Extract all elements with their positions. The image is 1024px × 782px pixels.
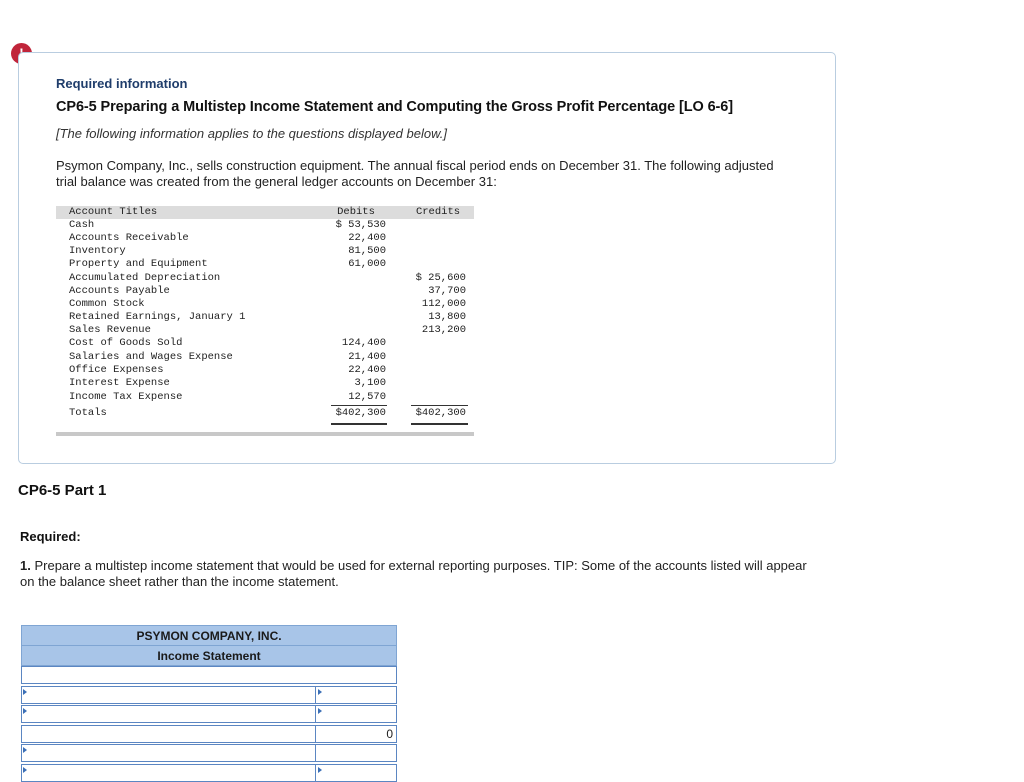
table-row	[56, 337, 474, 350]
applies-note: [The following information applies to the questions displayed below.]	[56, 126, 447, 141]
credit-total: $402,300	[415, 407, 466, 419]
statement-row[interactable]	[21, 764, 397, 782]
table-row	[56, 391, 474, 404]
credit-value: 213,200	[421, 324, 466, 336]
trial-balance-header-row	[56, 206, 474, 219]
debit-total-double-rule	[331, 423, 387, 425]
instruction	[20, 558, 820, 590]
company-name-header: PSYMON COMPANY, INC.	[21, 625, 397, 646]
statement-amount-cell[interactable]	[316, 745, 396, 761]
table-row	[56, 298, 474, 311]
account-title: Salaries and Wages Expense	[69, 351, 233, 363]
table-row	[56, 232, 474, 245]
debit-value: 21,400	[348, 351, 386, 363]
statement-amount-cell[interactable]	[316, 687, 396, 703]
account-title: Office Expenses	[69, 364, 164, 376]
credit-total-double-rule	[411, 423, 468, 425]
debit-value: 3,100	[354, 377, 386, 389]
statement-amount-cell[interactable]	[316, 765, 396, 781]
account-title: Common Stock	[69, 298, 145, 310]
trial-balance-footer-bar	[56, 432, 474, 436]
table-row	[56, 324, 474, 337]
statement-row[interactable]	[21, 686, 397, 704]
instruction-text: Prepare a multistep income statement that would be used for external reporting purposes. TIP: Some of the accounts listed will appear on the balance sheet rather than the income statement.	[20, 558, 807, 589]
debit-value: 22,400	[348, 364, 386, 376]
table-row	[56, 219, 474, 232]
header-debits: Debits	[337, 206, 375, 218]
required-information-panel	[18, 52, 836, 464]
statement-name-header: Income Statement	[21, 645, 397, 666]
account-title: Interest Expense	[69, 377, 170, 389]
debit-total: $402,300	[335, 407, 386, 419]
credit-value: 37,700	[428, 285, 466, 297]
table-row	[56, 377, 474, 390]
statement-label-cell[interactable]	[22, 745, 316, 761]
trial-balance-table	[56, 206, 474, 436]
credit-value: 13,800	[428, 311, 466, 323]
account-title: Cash	[69, 219, 95, 231]
required-information-heading: Required information	[56, 76, 188, 91]
account-title: Property and Equipment	[69, 258, 208, 270]
statement-amount-cell[interactable]: 0	[386, 727, 393, 741]
account-title: Accounts Payable	[69, 285, 170, 297]
required-label: Required:	[20, 529, 81, 544]
credit-value: 112,000	[421, 298, 466, 310]
statement-label-cell[interactable]	[22, 687, 316, 703]
account-title: Cost of Goods Sold	[69, 337, 183, 349]
debit-value: 124,400	[341, 337, 386, 349]
debit-value: 12,570	[348, 391, 386, 403]
statement-row[interactable]	[21, 744, 397, 762]
statement-label-cell[interactable]	[22, 726, 316, 742]
debit-value: $ 53,530	[335, 219, 386, 231]
table-row	[56, 258, 474, 271]
account-title: Accumulated Depreciation	[69, 272, 221, 284]
credit-subtotal-rule	[411, 405, 468, 406]
account-title: Retained Earnings, January 1	[69, 311, 246, 323]
statement-row[interactable]	[21, 666, 397, 684]
debit-value: 81,500	[348, 245, 386, 257]
account-title: Sales Revenue	[69, 324, 151, 336]
account-title: Income Tax Expense	[69, 391, 183, 403]
table-row	[56, 311, 474, 324]
totals-row	[56, 407, 474, 420]
debit-value: 22,400	[348, 232, 386, 244]
header-account-titles: Account Titles	[69, 206, 158, 218]
statement-row[interactable]	[21, 725, 397, 743]
table-row	[56, 245, 474, 258]
header-credits: Credits	[415, 206, 461, 218]
table-row	[56, 272, 474, 285]
account-title: Accounts Receivable	[69, 232, 189, 244]
debit-value: 61,000	[348, 258, 386, 270]
statement-amount-cell[interactable]	[316, 706, 396, 722]
part-title: CP6-5 Part 1	[18, 482, 107, 499]
credit-value: $ 25,600	[415, 272, 466, 284]
problem-intro: Psymon Company, Inc., sells construction equipment. The annual fiscal period ends on December 31. The following adjusted trial balance was created from the general ledger accounts on December 31:	[56, 158, 774, 189]
statement-label-cell[interactable]	[22, 765, 316, 781]
totals-label: Totals	[69, 407, 107, 419]
statement-label-cell[interactable]	[22, 706, 316, 722]
table-row	[56, 351, 474, 364]
account-title: Inventory	[69, 245, 126, 257]
instruction-number: 1.	[20, 558, 31, 573]
debit-subtotal-rule	[331, 405, 387, 406]
table-row	[56, 364, 474, 377]
statement-row[interactable]	[21, 705, 397, 723]
table-row	[56, 285, 474, 298]
statement-label-cell[interactable]	[22, 667, 396, 683]
problem-title: CP6-5 Preparing a Multistep Income Statement and Computing the Gross Profit Percentage [LO 6-6]	[56, 99, 733, 115]
